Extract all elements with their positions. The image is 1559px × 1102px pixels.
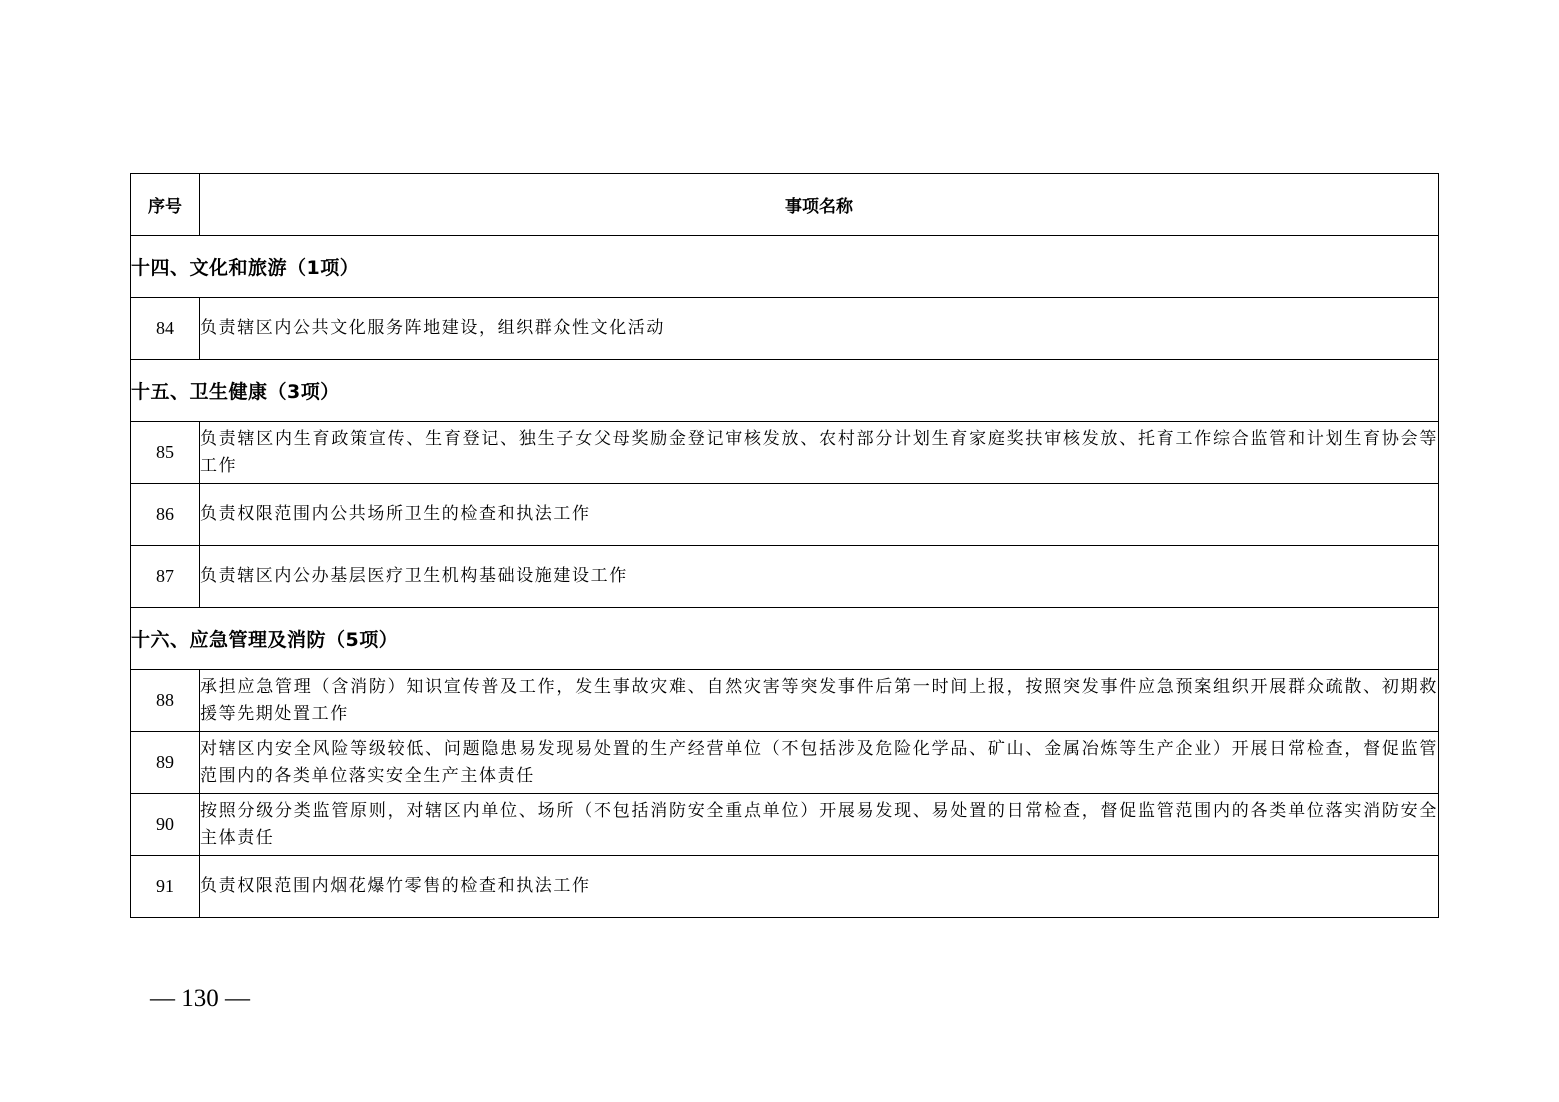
section-row-emergency-fire — [131, 608, 1439, 670]
table-header-row — [131, 174, 1439, 236]
row-number: 86 — [131, 484, 200, 546]
section-title: 十四、文化和旅游（1项） — [131, 236, 1439, 298]
table-row — [131, 670, 1439, 732]
page-number: — 130 — — [150, 985, 250, 1012]
header-item-name: 事项名称 — [200, 174, 1439, 236]
table-row — [131, 546, 1439, 608]
table-row — [131, 422, 1439, 484]
items-table — [130, 173, 1439, 918]
row-item-name: 承担应急管理（含消防）知识宣传普及工作，发生事故灾难、自然灾害等突发事件后第一时间上报，按照突发事件应急预案组织开展群众疏散、初期救援等先期处置工作 — [200, 670, 1439, 732]
row-number: 89 — [131, 732, 200, 794]
row-number: 91 — [131, 856, 200, 918]
section-title: 十五、卫生健康（3项） — [131, 360, 1439, 422]
row-number: 84 — [131, 298, 200, 360]
row-item-name: 负责辖区内公共文化服务阵地建设，组织群众性文化活动 — [200, 298, 1439, 360]
table-row — [131, 794, 1439, 856]
row-number: 88 — [131, 670, 200, 732]
section-title: 十六、应急管理及消防（5项） — [131, 608, 1439, 670]
row-number: 90 — [131, 794, 200, 856]
section-row-culture-tourism — [131, 236, 1439, 298]
table-row — [131, 484, 1439, 546]
table-row — [131, 298, 1439, 360]
table-row — [131, 732, 1439, 794]
row-item-name: 按照分级分类监管原则，对辖区内单位、场所（不包括消防安全重点单位）开展易发现、易处置的日常检查，督促监管范围内的各类单位落实消防安全主体责任 — [200, 794, 1439, 856]
header-serial-number: 序号 — [131, 174, 200, 236]
row-number: 87 — [131, 546, 200, 608]
row-item-name: 负责辖区内生育政策宣传、生育登记、独生子女父母奖励金登记审核发放、农村部分计划生育家庭奖扶审核发放、托育工作综合监管和计划生育协会等工作 — [200, 422, 1439, 484]
row-item-name: 对辖区内安全风险等级较低、问题隐患易发现易处置的生产经营单位（不包括涉及危险化学品、矿山、金属冶炼等生产企业）开展日常检查，督促监管范围内的各类单位落实安全生产主体责任 — [200, 732, 1439, 794]
row-item-name: 负责辖区内公办基层医疗卫生机构基础设施建设工作 — [200, 546, 1439, 608]
row-number: 85 — [131, 422, 200, 484]
row-item-name: 负责权限范围内烟花爆竹零售的检查和执法工作 — [200, 856, 1439, 918]
table-row — [131, 856, 1439, 918]
section-row-health — [131, 360, 1439, 422]
row-item-name: 负责权限范围内公共场所卫生的检查和执法工作 — [200, 484, 1439, 546]
